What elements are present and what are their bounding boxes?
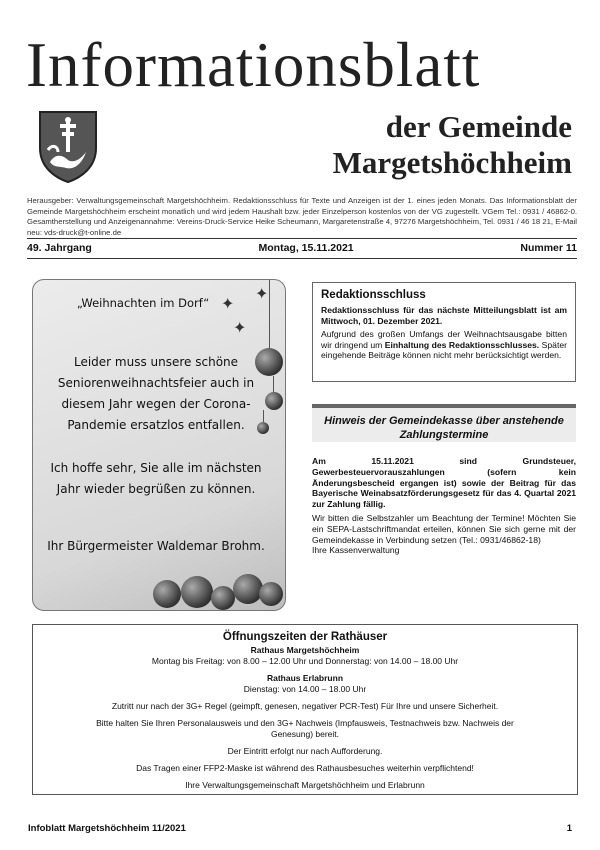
rathaus1-name: Rathaus Margetshöchheim — [250, 645, 360, 655]
kasse-signoff: Ihre Kassenverwaltung — [312, 545, 400, 556]
redaktionsschluss-text-part2: Später eingehende Beiträge können nicht mehr berücksichtigt werden. — [321, 339, 567, 360]
coat-of-arms-icon — [36, 106, 100, 184]
opening-hours-heading: Öffnungszeiten der Rathäuser — [222, 631, 388, 643]
ornament-ball-icon — [211, 586, 235, 610]
redaktionsschluss-text-part1: Aufgrund des großen Umfangs der Weihnachtsausgabe bitten wir dringend um — [321, 329, 567, 350]
masthead-subtitle-line1: der Gemeinde — [385, 109, 572, 144]
opening-hours-box — [32, 624, 578, 795]
hours-note-4: Das Tragen einer FFP2-Maske ist während des Rathausbesuches weiterhin verpflichtend! — [136, 763, 474, 773]
footer-label: Infoblatt Margetshöchheim 11/2021 — [28, 823, 186, 834]
masthead-subtitle-line2: Margetshöchheim — [332, 145, 572, 180]
page-footer — [28, 823, 572, 834]
issue-date: Montag, 15.11.2021 — [258, 242, 354, 254]
hours-note-2: Bitte halten Sie Ihren Personalausweis und den 3G+ Nachweis (Impfausweis, Testnachweis bzw. Nachweis der Genesung) bereit. — [96, 718, 514, 739]
issue-rule-bottom — [27, 258, 577, 259]
christmas-heading: „Weihnachten im Dorf“ — [76, 296, 210, 310]
christmas-signature: Ihr Bürgermeister Waldemar Brohm. — [47, 539, 265, 553]
rathaus2-times: Dienstag: von 14.00 – 18.00 Uhr — [243, 684, 367, 694]
christmas-paragraph-1: Leider muss unsere schöne Seniorenweihnachtsfeier auch in diesem Jahr wegen der Corona-Pandemie ersatzlos entfallen. — [57, 355, 255, 432]
redaktionsschluss-heading: Redaktionsschluss — [321, 289, 426, 301]
rathaus1-times: Montag bis Freitag: von 8.00 – 12.00 Uhr und Donnerstag: von 14.00 – 18.00 Uhr — [151, 656, 459, 666]
issue-year: 49. Jahrgang — [27, 242, 92, 254]
ornament-ball-icon — [233, 574, 263, 604]
star-icon: ✦ — [221, 296, 235, 313]
ornament-ball-icon — [265, 392, 283, 410]
page-number: 1 — [566, 823, 572, 834]
ornament-ball-icon — [181, 576, 213, 608]
ornament-string — [263, 410, 264, 422]
hours-note-5: Ihre Verwaltungsgemeinschaft Margetshöchheim und Erlabrunn — [185, 780, 425, 790]
hours-note-3: Der Eintritt erfolgt nur nach Aufforderung. — [227, 746, 383, 756]
issue-rule-top — [27, 238, 577, 239]
kasse-paragraph: Wir bitten die Selbstzahler um Beachtung der Termine! Möchten Sie ein SEPA-Lastschriftmandat erteilen, können Sie sich gerne mit der Gemeindekasse in Verbindung setzen (Tel.: 0931/46862-18) — [312, 512, 576, 545]
christmas-card — [32, 279, 286, 611]
redaktionsschluss-deadline: Redaktionsschluss für das nächste Mitteilungsblatt ist am Mittwoch, 01. Dezember 2021. — [321, 305, 567, 326]
ornament-ball-icon — [257, 422, 269, 434]
kasse-bold-paragraph: Am 15.11.2021 sind Grundsteuer, Gewerbesteuervorauszahlungen (sofern kein Änderungsbescheid ergangen ist) sowie der Beitrag für das Bayerische Weinabsatzförderungsgesetz für das 4. Quartal 2021 zur Zahlung fällig. — [312, 456, 576, 510]
ornament-ball-icon — [259, 582, 283, 606]
star-icon: ✦ — [255, 286, 269, 303]
ornament-ball-icon — [153, 580, 181, 608]
star-icon: ✦ — [233, 320, 247, 337]
issue-bar — [27, 242, 577, 254]
ornament-ball-icon — [255, 348, 283, 376]
ornament-string — [269, 280, 270, 350]
hours-note-1: Zutritt nur nach der 3G+ Regel (geimpft, genesen, negativer PCR-Test) Für Ihre und unsere Sicherheit. — [111, 701, 499, 711]
rathaus2-name: Rathaus Erlabrunn — [266, 673, 344, 683]
redaktionsschluss-text — [321, 329, 567, 361]
masthead-title: Informationsblatt — [26, 30, 481, 100]
redaktionsschluss-box — [312, 282, 576, 382]
christmas-paragraph-2: Ich hoffe sehr, Sie alle im nächsten Jahr wieder begrüßen zu können. — [50, 461, 262, 496]
issue-number: Nummer 11 — [520, 242, 577, 254]
kasse-body — [312, 456, 576, 559]
kasse-heading: Hinweis der Gemeindekasse über anstehende Zahlungstermine — [312, 404, 576, 442]
publisher-info: Herausgeber: Verwaltungsgemeinschaft Margetshöchheim. Redaktionsschluss für Texte und Anzeigen ist der 1. eines jeden Monats. Das Informationsblatt der Gemeinde Margetshöchheim erscheint monatlich und wird jedem Haushalt bzw. jeder Einzelperson kostenlos von der VG zugestellt. VGem Tel.: 0931 / 46862-0. Gesamtherstellung und Anzeigenannahme: Vereins-Druck-Service Heike Scheumann, Margaretenstraße 4, 97276 Margetshöchheim, Tel. 0931 / 46 18 21, E-Mail neu: vds-druck@t-online.de — [27, 196, 577, 237]
redaktionsschluss-text-bold: Einhaltung des Redaktionsschlusses. — [384, 339, 540, 350]
